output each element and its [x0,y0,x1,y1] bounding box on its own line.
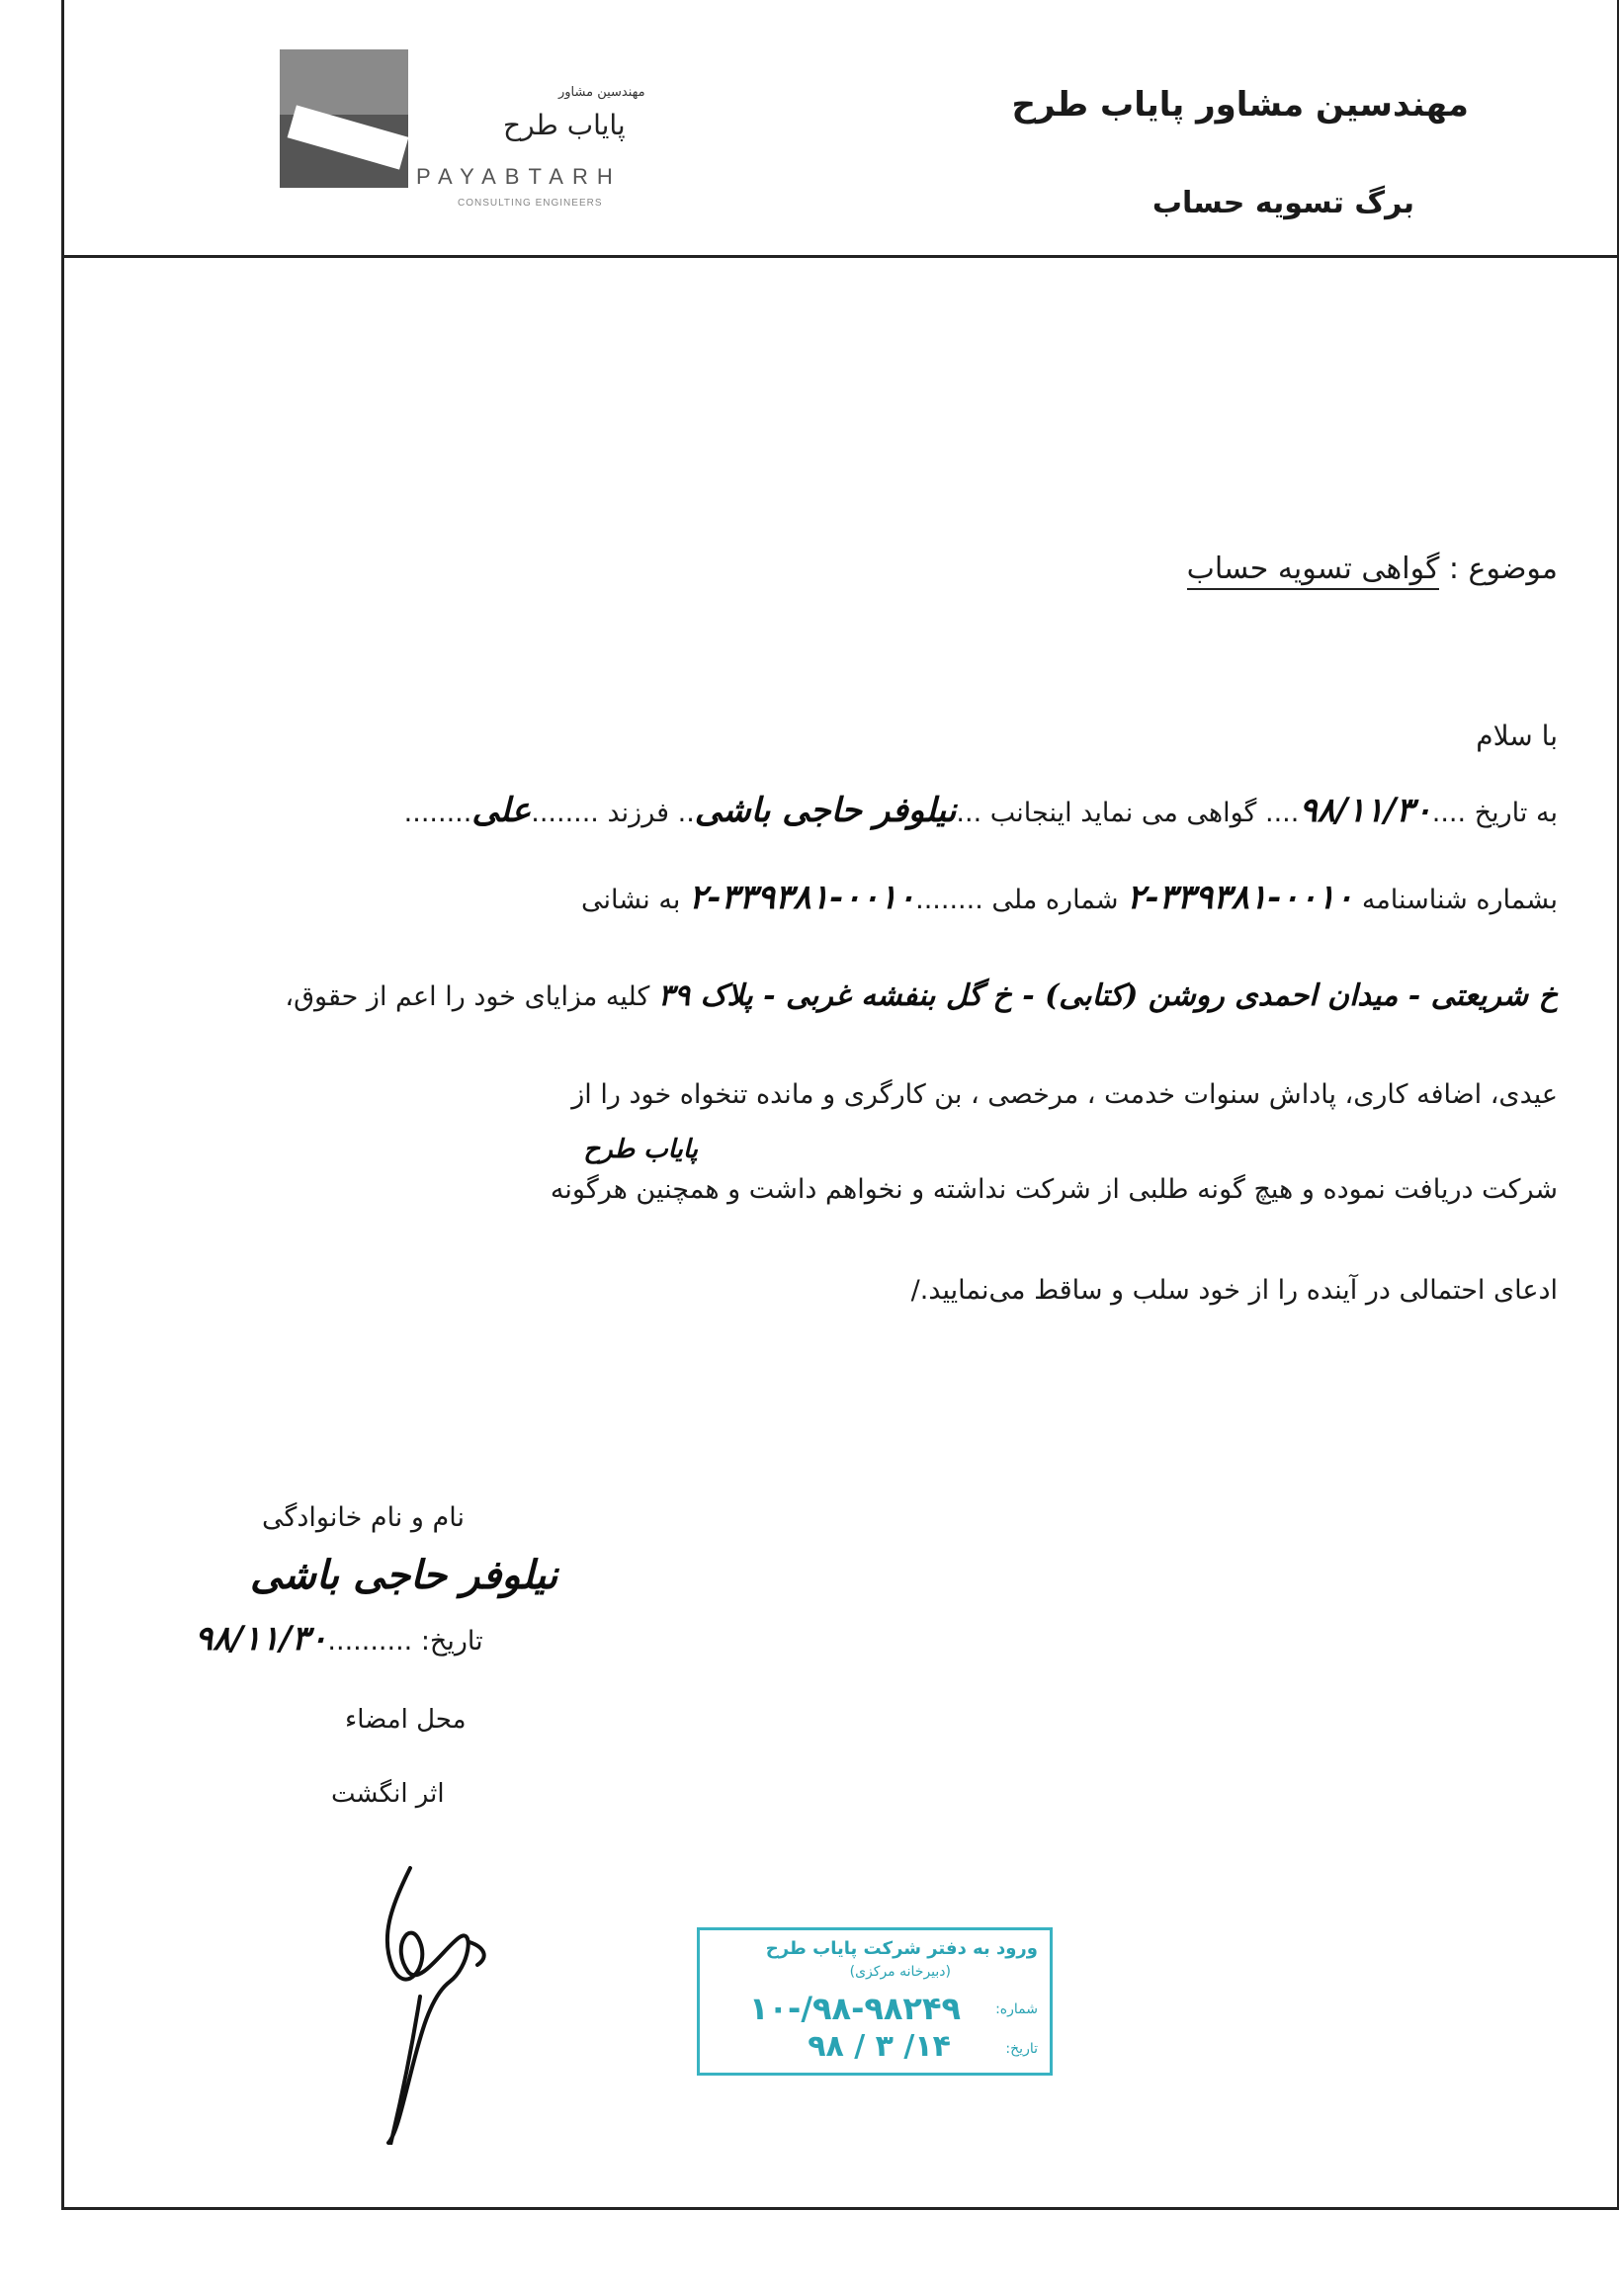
text-fragment: به تاریخ [1474,798,1558,828]
logo-subtitle: CONSULTING ENGINEERS [458,198,603,209]
handwritten-date: ۹۸/۱۱/۳۰ [1299,791,1432,830]
document-page [61,0,1619,2210]
text-fragment: به نشانی [580,885,681,915]
signature-place-label: محل امضاء [345,1705,467,1735]
text-fragment: فرزند [607,798,670,828]
handwritten-name: نیلوفر حاجی باشی [694,791,957,830]
registry-stamp [697,1927,1053,2076]
fingerprint-label: اثر انگشت [331,1779,445,1809]
text-fragment: شماره ملی [991,885,1119,915]
handwritten-address: خ شریعتی - میدان احمدی روشن (کتابی) - خ گل بنفشه غربی - پلاک ۳۹ [657,978,1558,1013]
stamp-subtitle: (دبیرخانه مرکزی) [849,1964,951,1980]
handwritten-signer-name: نیلوفر حاجی باشی [250,1552,558,1598]
handwritten-company [583,1135,698,1164]
stamp-number: ۱۰-/۹۸-۹۸۲۴۹ [748,1990,961,2027]
company-logo [280,49,408,188]
body-line-4: عیدی، اضافه کاری، پاداش سنوات خدمت ، مرخصی ، بن کارگری و مانده تنخواه خود را از [571,1079,1558,1110]
subject-line [1187,552,1558,586]
name-label: نام و نام خانوادگی [262,1502,465,1533]
letterhead [64,0,1617,258]
body-line-2: بشماره شناسنامه ۰۰۱۰-۳۳۹۳۸۱-۲ شماره ملی ........۰۰۱۰-۳۳۹۳۸۱-۲ به نشانی [580,878,1558,917]
logo-name-en: PAYABTARH [416,164,622,189]
text-fragment: کلیه مزایای خود را اعم از حقوق، [285,981,650,1012]
logo-name-fa: پایاب طرح [503,109,626,141]
handwritten-company-text: پایاب طرح [583,1135,698,1164]
company-name: مهندسین مشاور پایاب طرح [1011,85,1469,125]
body-line-5: شرکت دریافت نموده و هیچ گونه طلبی از شرکت نداشته و نخواهم داشت و همچنین هرگونه [550,1174,1558,1205]
text-fragment: گواهی می نماید اینجانب [989,798,1257,828]
stamp-date-label: تاریخ: [1005,2041,1038,2057]
body-line-1: به تاریخ ....۹۸/۱۱/۳۰.... گواهی می نماید اینجانب ...نیلوفر حاجی باشی.. فرزند ........علی........ [403,791,1558,830]
form-title: برگ تسویه حساب [1151,186,1414,220]
handwritten-father: علی [471,791,532,830]
subject-label: موضوع : [1448,552,1558,586]
stamp-title: ورود به دفتر شرکت پایاب طرح [765,1938,1038,1959]
stamp-number-label: شماره: [995,2001,1038,2017]
handwritten-signature [351,1848,509,2145]
subject-value: گواهی تسویه حساب [1187,552,1440,590]
handwritten-sign-date: ۹۸/۱۱/۳۰ [195,1619,328,1658]
body-line-3 [285,978,1558,1013]
logo-caption-small: مهندسین مشاور [558,85,645,100]
date-label: تاریخ: [420,1626,483,1657]
greeting: با سلام [1476,720,1558,752]
text-fragment: بشماره شناسنامه [1361,885,1558,915]
body-line-6: ادعای احتمالی در آینده را از خود سلب و ساقط می‌نمایید./ [910,1275,1558,1306]
stamp-date: ۹۸ / ۳ /۱۴ [808,2029,951,2064]
date-field: تاریخ: ..........۹۸/۱۱/۳۰ [195,1619,483,1658]
handwritten-birth-id: ۰۰۱۰-۳۳۹۳۸۱-۲ [1127,878,1354,917]
handwritten-national-id: ۰۰۱۰-۳۳۹۳۸۱-۲ [688,878,916,917]
